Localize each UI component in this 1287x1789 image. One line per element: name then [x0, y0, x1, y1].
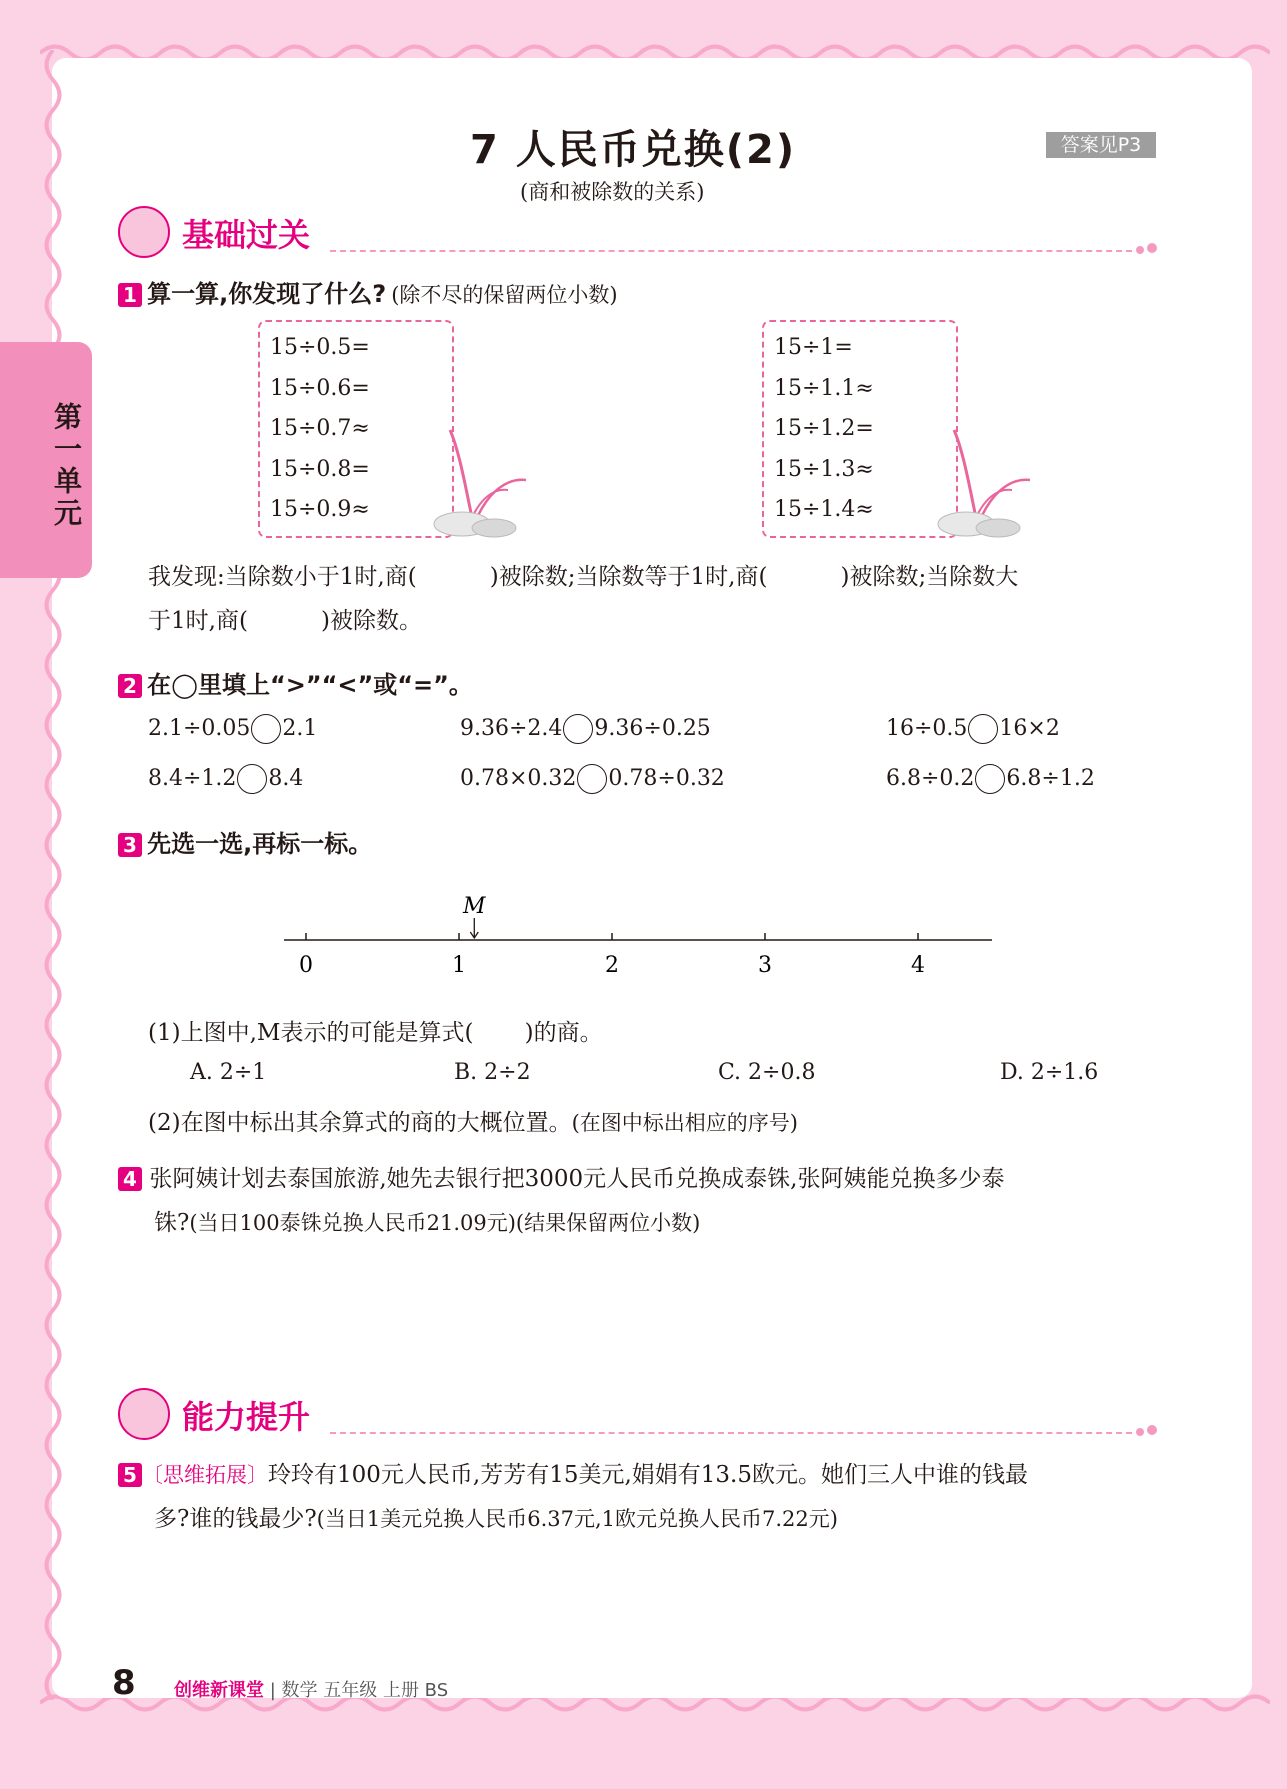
question-number: 3 — [118, 833, 142, 857]
question-3-header — [118, 824, 372, 859]
unit-tab-label: 第一单元 — [50, 402, 83, 530]
compare-item — [886, 764, 1095, 794]
footer-separator: | — [264, 1680, 282, 1701]
dots-icon — [1134, 238, 1160, 258]
question-number: 2 — [118, 674, 142, 698]
compare-right: 2.1 — [282, 716, 318, 741]
compare-left: 9.36÷2.4 — [460, 716, 563, 741]
question-4 — [118, 1160, 1004, 1193]
answer-circle[interactable] — [563, 714, 593, 744]
question-number: 5 — [118, 1463, 142, 1487]
option-d[interactable]: D. 2÷1.6 — [1000, 1060, 1099, 1085]
finding-line-1: 我发现:当除数小于1时,商( )被除数;当除数等于1时,商( )被除数;当除数大 — [148, 564, 1019, 590]
compare-item — [460, 764, 725, 794]
question-note: (除不尽的保留两位小数) — [391, 283, 618, 307]
compare-item — [886, 714, 1060, 744]
question-1-header — [118, 274, 618, 309]
compare-item — [148, 714, 317, 744]
wavy-border-left — [40, 50, 66, 1700]
answer-circle[interactable] — [975, 764, 1005, 794]
question-4-note: (当日100泰铢兑换人民币21.09元)(结果保留两位小数) — [189, 1211, 701, 1235]
question-5 — [118, 1456, 1028, 1489]
number-line[interactable] — [280, 880, 1000, 990]
calc-line: 15÷1= — [774, 335, 853, 360]
page-number: 8 — [112, 1663, 136, 1703]
q3-sub1: (1)上图中,M表示的可能是算式( )的商。 — [148, 1020, 603, 1046]
compare-right: 0.78÷0.32 — [608, 766, 725, 791]
page-subtitle: (商和被除数的关系) — [520, 180, 705, 204]
question-tag: 〔思维拓展〕 — [142, 1463, 268, 1487]
question-5-cont — [154, 1500, 838, 1533]
monkey-mascot-icon — [118, 206, 170, 258]
plant-rock-icon — [430, 428, 530, 540]
section-divider — [330, 250, 1132, 252]
compare-left: 6.8÷0.2 — [886, 766, 975, 791]
number-line-tick-label: 4 — [911, 953, 925, 978]
plant-rock-icon — [934, 428, 1034, 540]
number-line-tick-label: 2 — [605, 953, 619, 978]
marker-label: M — [463, 894, 486, 919]
footer-info — [174, 1676, 448, 1702]
compare-left: 8.4÷1.2 — [148, 766, 237, 791]
unit-tab — [0, 342, 92, 578]
calc-line: 15÷1.4≈ — [774, 497, 874, 522]
question-4-line2: 铢? — [154, 1210, 190, 1236]
compare-right: 6.8÷1.2 — [1006, 766, 1095, 791]
number-line-tick-label: 3 — [758, 953, 772, 978]
compare-right: 16×2 — [999, 716, 1060, 741]
compare-item — [148, 764, 303, 794]
question-number: 1 — [118, 283, 142, 307]
compare-right: 8.4 — [268, 766, 304, 791]
compare-left: 0.78×0.32 — [460, 766, 577, 791]
calc-box-left — [258, 320, 454, 538]
answer-circle[interactable] — [577, 764, 607, 794]
compare-left: 16÷0.5 — [886, 716, 968, 741]
question-2-header — [118, 665, 473, 700]
calc-line: 15÷1.2= — [774, 416, 874, 441]
page-title: 7 人民币兑换(2) — [470, 127, 797, 173]
marker-arrow — [470, 918, 478, 938]
question-number: 4 — [118, 1167, 142, 1191]
answer-circle[interactable] — [251, 714, 281, 744]
calc-line: 15÷1.1≈ — [774, 375, 874, 401]
section-divider — [330, 1432, 1132, 1434]
option-b[interactable]: B. 2÷2 — [454, 1060, 531, 1085]
option-c[interactable]: C. 2÷0.8 — [718, 1060, 816, 1085]
compare-left: 2.1÷0.05 — [148, 716, 251, 741]
question-5-line2: 多?谁的钱最少? — [154, 1506, 317, 1532]
calc-line: 15÷0.8= — [270, 456, 370, 482]
number-line-tick-label: 0 — [299, 953, 313, 978]
calc-line: 15÷0.9≈ — [270, 497, 370, 522]
question-5-line1: 玲玲有100元人民币,芳芳有15美元,娟娟有13.5欧元。她们三人中谁的钱最 — [268, 1462, 1028, 1488]
question-title: 算一算,你发现了什么? — [147, 280, 387, 308]
answer-circle[interactable] — [237, 764, 267, 794]
finding-line-2: 于1时,商( )被除数。 — [148, 608, 423, 634]
footer-details: 数学 五年级 上册 BS — [281, 1680, 449, 1701]
q3-sub2-note: (在图中标出相应的序号) — [571, 1111, 798, 1135]
compare-item — [460, 714, 711, 744]
question-5-note: (当日1美元兑换人民币6.37元,1欧元兑换人民币7.22元) — [316, 1507, 838, 1531]
option-a[interactable]: A. 2÷1 — [190, 1060, 267, 1085]
calc-line: 15÷0.7≈ — [270, 416, 370, 441]
monkey-mascot-icon — [118, 1388, 170, 1440]
answer-circle[interactable] — [968, 714, 998, 744]
q3-sub2-text: (2)在图中标出其余算式的商的大概位置。 — [148, 1110, 572, 1136]
calc-line: 15÷0.6= — [270, 375, 370, 401]
calc-line: 15÷1.3≈ — [774, 456, 874, 482]
question-4-line1: 张阿姨计划去泰国旅游,她先去银行把3000元人民币兑换成泰铢,张阿姨能兑换多少泰 — [149, 1166, 1005, 1192]
calc-line: 15÷0.5= — [270, 335, 370, 360]
question-title: 先选一选,再标一标。 — [147, 830, 373, 858]
section-heading-basic: 基础过关 — [182, 216, 311, 254]
question-title: 在◯里填上“>”“<”或“=”。 — [147, 671, 473, 699]
answer-ref-badge: 答案见P3 — [1046, 132, 1156, 158]
number-line-tick-label: 1 — [452, 953, 466, 978]
question-4-cont — [154, 1204, 700, 1237]
section-heading-advanced: 能力提升 — [182, 1398, 311, 1436]
calc-box-right — [762, 320, 958, 538]
q3-sub2 — [148, 1104, 798, 1137]
compare-right: 9.36÷0.25 — [594, 716, 711, 741]
footer-brand: 创维新课堂 — [174, 1680, 264, 1701]
dots-icon — [1134, 1420, 1160, 1440]
